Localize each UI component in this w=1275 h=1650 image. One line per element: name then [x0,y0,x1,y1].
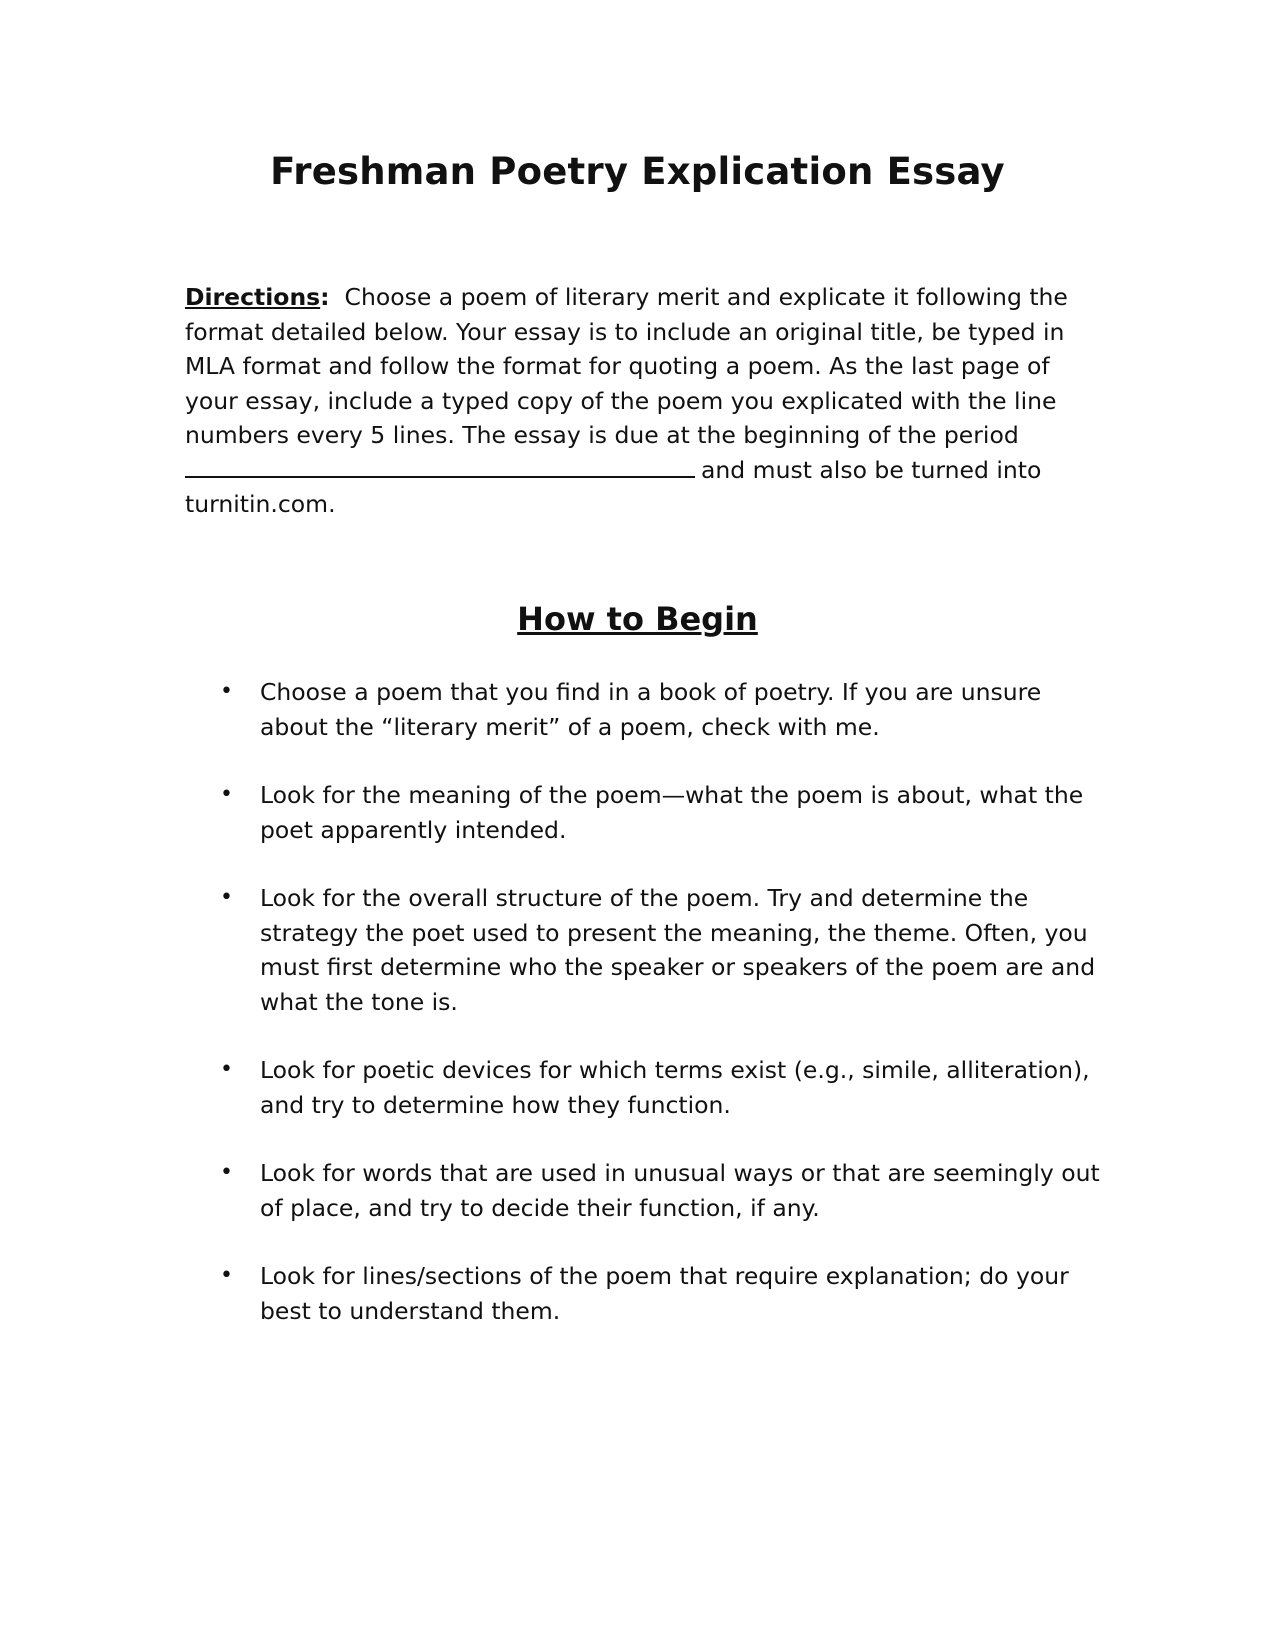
how-to-begin-list [220,675,1100,1362]
bullet-icon: • [220,1263,233,1288]
bullet-icon: • [220,885,233,910]
directions-paragraph [185,280,1085,522]
directions-text-end: and must also be turned into turnitin.com. [185,455,1042,518]
list-item-text: Look for the overall structure of the poem. Try and determine the strategy the poet used to present the meaning, the theme. Often, you must first determine who the speaker or speakers of the poem are and what the tone is. [260,884,1096,1016]
list-item-text: Look for the meaning of the poem—what the poem is about, what the poet apparently intended. [260,781,1084,844]
due-date-blank-line [185,454,695,478]
bullet-icon: • [220,1057,233,1082]
list-item [220,1053,1100,1122]
how-to-begin-heading: How to Begin [517,600,758,638]
list-item [220,1156,1100,1225]
list-item-text: Choose a poem that you find in a book of poetry. If you are unsure about the “literary merit” of a poem, check with me. [260,678,1042,741]
list-item-text: Look for lines/sections of the poem that require explanation; do your best to understand them. [260,1262,1069,1325]
directions-text: Choose a poem of literary merit and explicate it following the format detailed below. Your essay is to include an original title, be typed in MLA format and follow the format for quoting a poem. As the last page of your essay, include a typed copy of the poem you explicated with the line numbers every 5 lines. The essay is due at the beginning of the period [185,283,1068,449]
list-item-text: Look for poetic devices for which terms exist (e.g., simile, alliteration), and try to determine how they function. [260,1056,1090,1119]
list-item-text: Look for words that are used in unusual ways or that are seemingly out of place, and try to decide their function, if any. [260,1159,1100,1222]
list-item [220,675,1100,744]
list-item [220,881,1100,1019]
document-title: Freshman Poetry Explication Essay [270,150,1005,193]
list-item [220,778,1100,847]
directions-label: Directions [185,283,321,311]
bullet-icon: • [220,1160,233,1185]
bullet-icon: • [220,679,233,704]
list-item [220,1259,1100,1328]
directions-colon: : [320,283,330,311]
bullet-icon: • [220,782,233,807]
